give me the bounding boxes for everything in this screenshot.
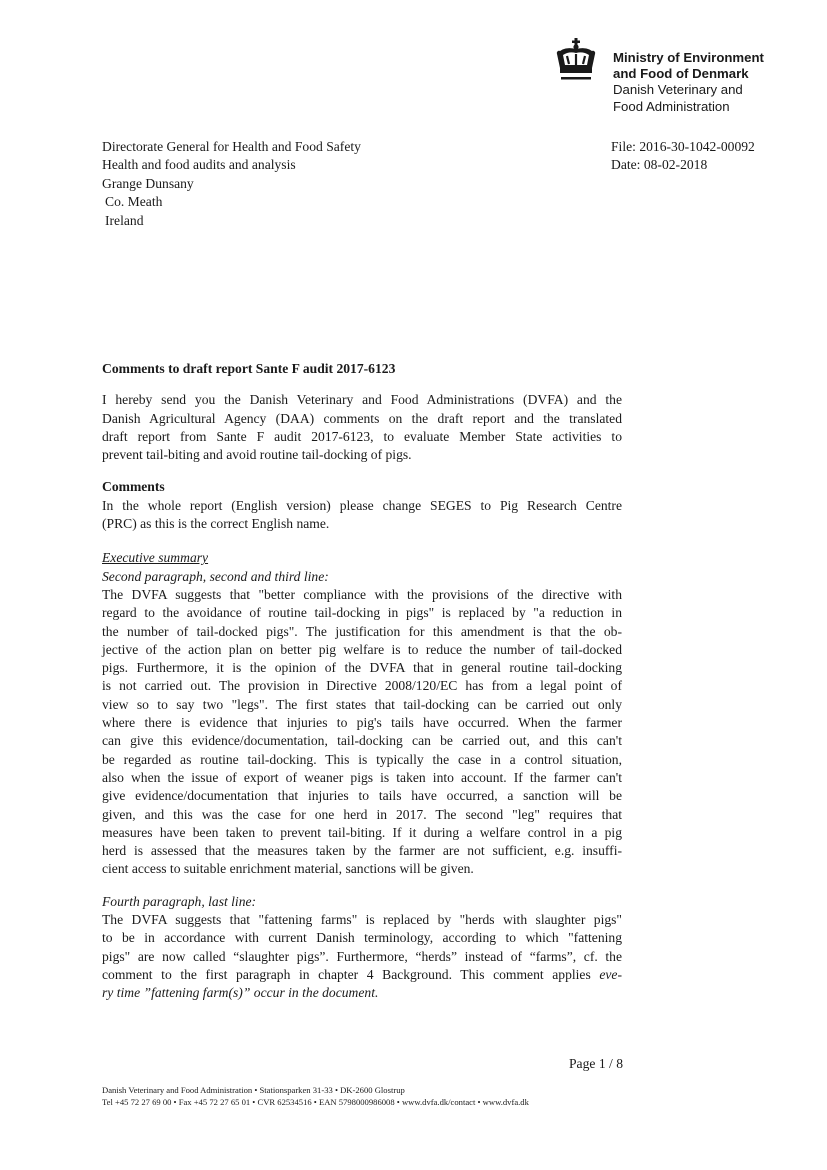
- text-line: also when the issue of export of weaner pigs is taken into account. If the farmer can't: [102, 769, 622, 785]
- intro-paragraph: [102, 391, 622, 464]
- text-line: can give this evidence/documentation, tail-docking can be carried out, and this can't: [102, 733, 622, 749]
- text-line: regard to the avoidance of routine tail-docking in pigs" is replaced by "a reduction in: [102, 605, 622, 621]
- text-line: The DVFA suggests that "fattening farms" is replaced by "herds with slaughter pigs": [102, 912, 622, 928]
- file-info: [611, 138, 755, 175]
- text-segment: comment to the first paragraph in chapter 4 Background. This comment applies: [102, 966, 600, 982]
- text-line: (PRC) as this is the correct English name.: [102, 516, 330, 532]
- text-line: be regarded as routine tail-docking. This is typically the case in a control situation,: [102, 751, 622, 767]
- text-line: cient access to suitable enrichment material, sanctions will be given.: [102, 861, 474, 877]
- document-date: Date: 08-02-2018: [611, 157, 708, 173]
- address-line: Grange Dunsany: [102, 175, 194, 191]
- ministry-name-line2: and Food of Denmark: [613, 66, 749, 82]
- crown-icon: [553, 38, 599, 82]
- address-line: Directorate General for Health and Food Safety: [102, 139, 361, 154]
- text-line: draft report from Sante F audit 2017-6123, to evaluate Member State activities to: [102, 428, 622, 444]
- agency-name-line2: Food Administration: [613, 98, 730, 114]
- text-line: given, and this was the case for one herd in 2017. The second "leg" requires that: [102, 806, 622, 822]
- executive-summary-subheading: Second paragraph, second and third line:: [102, 568, 329, 584]
- text-line: to be in accordance with current Danish terminology, according to which "fattening: [102, 930, 622, 946]
- footer: [102, 1084, 529, 1109]
- text-line: the number of tail-docked pigs". The justification for this amendment is that the ob-: [102, 623, 622, 639]
- text-line: view so to say two "legs". The first states that tail-docking can be carried out only: [102, 696, 622, 712]
- text-line: [102, 966, 622, 984]
- text-line: I hereby send you the Danish Veterinary and Food Administrations (DVFA) and the: [102, 392, 622, 408]
- text-line: pigs" are now called “slaughter pigs”. Furthermore, “herds” instead of “farms”, cf. the: [102, 948, 622, 964]
- text-line: herd is assessed that the measures taken by the farmer are not sufficient, e.g. insuffi-: [102, 843, 622, 859]
- text-line: is not carried out. The provision in Directive 2008/120/EC has from a legal point of: [102, 678, 622, 694]
- text-line: In the whole report (English version) please change SEGES to Pig Research Centre: [102, 497, 622, 513]
- text-line: jective of the action plan on better pig welfare is to reduce the number of tail-docked: [102, 641, 622, 657]
- letter-body: [102, 360, 622, 1003]
- address-line: Ireland: [105, 212, 144, 228]
- text-line: measures have been taken to prevent tail-biting. If it during a welfare control in a pig: [102, 824, 622, 840]
- footer-contact: Tel +45 72 27 69 00 • Fax +45 72 27 65 01 • CVR 62534516 • EAN 5798000986008 • www.dvfa.dk/contact • www.dvfa.dk: [102, 1097, 529, 1108]
- text-line: Danish Agricultural Agency (DAA) comments on the draft report and the translated: [102, 410, 622, 426]
- address-line: Health and food audits and analysis: [102, 157, 296, 173]
- page-number: Page 1 / 8: [569, 1056, 623, 1071]
- ministry-header: [613, 50, 764, 115]
- ministry-name-line1: Ministry of Environment: [613, 50, 764, 65]
- text-line: The DVFA suggests that "better compliance with the provisions of the directive with: [102, 586, 622, 602]
- text-line: prevent tail-biting and avoid routine tail-docking of pigs.: [102, 447, 412, 463]
- executive-summary-paragraph: [102, 586, 622, 879]
- recipient-address: [102, 138, 361, 230]
- agency-name-line1: Danish Veterinary and: [613, 82, 743, 98]
- file-number: File: 2016-30-1042-00092: [611, 139, 755, 154]
- letter-title: Comments to draft report Sante F audit 2017-6123: [102, 361, 396, 376]
- text-line: where there is evidence that injuries to pig's tails have occurred. When the farmer: [102, 715, 622, 731]
- fourth-paragraph: [102, 911, 622, 1002]
- address-line: Co. Meath: [105, 194, 163, 210]
- footer-address: Danish Veterinary and Food Administration • Stationsparken 31-33 • DK-2600 Glostrup: [102, 1085, 405, 1095]
- text-segment-italic: eve-: [599, 966, 622, 982]
- comments-heading: Comments: [102, 479, 165, 495]
- fourth-paragraph-subheading: Fourth paragraph, last line:: [102, 893, 257, 909]
- executive-summary-heading: Executive summary: [102, 550, 209, 566]
- text-line: pigs. Furthermore, it is the opinion of the DVFA that in general routine tail-docking: [102, 660, 622, 676]
- comments-paragraph: [102, 497, 622, 534]
- text-line: ry time ”fattening farm(s)” occur in the document.: [102, 985, 379, 1001]
- text-line: give evidence/documentation that injuries to tails have occurred, a sanction will be: [102, 788, 622, 804]
